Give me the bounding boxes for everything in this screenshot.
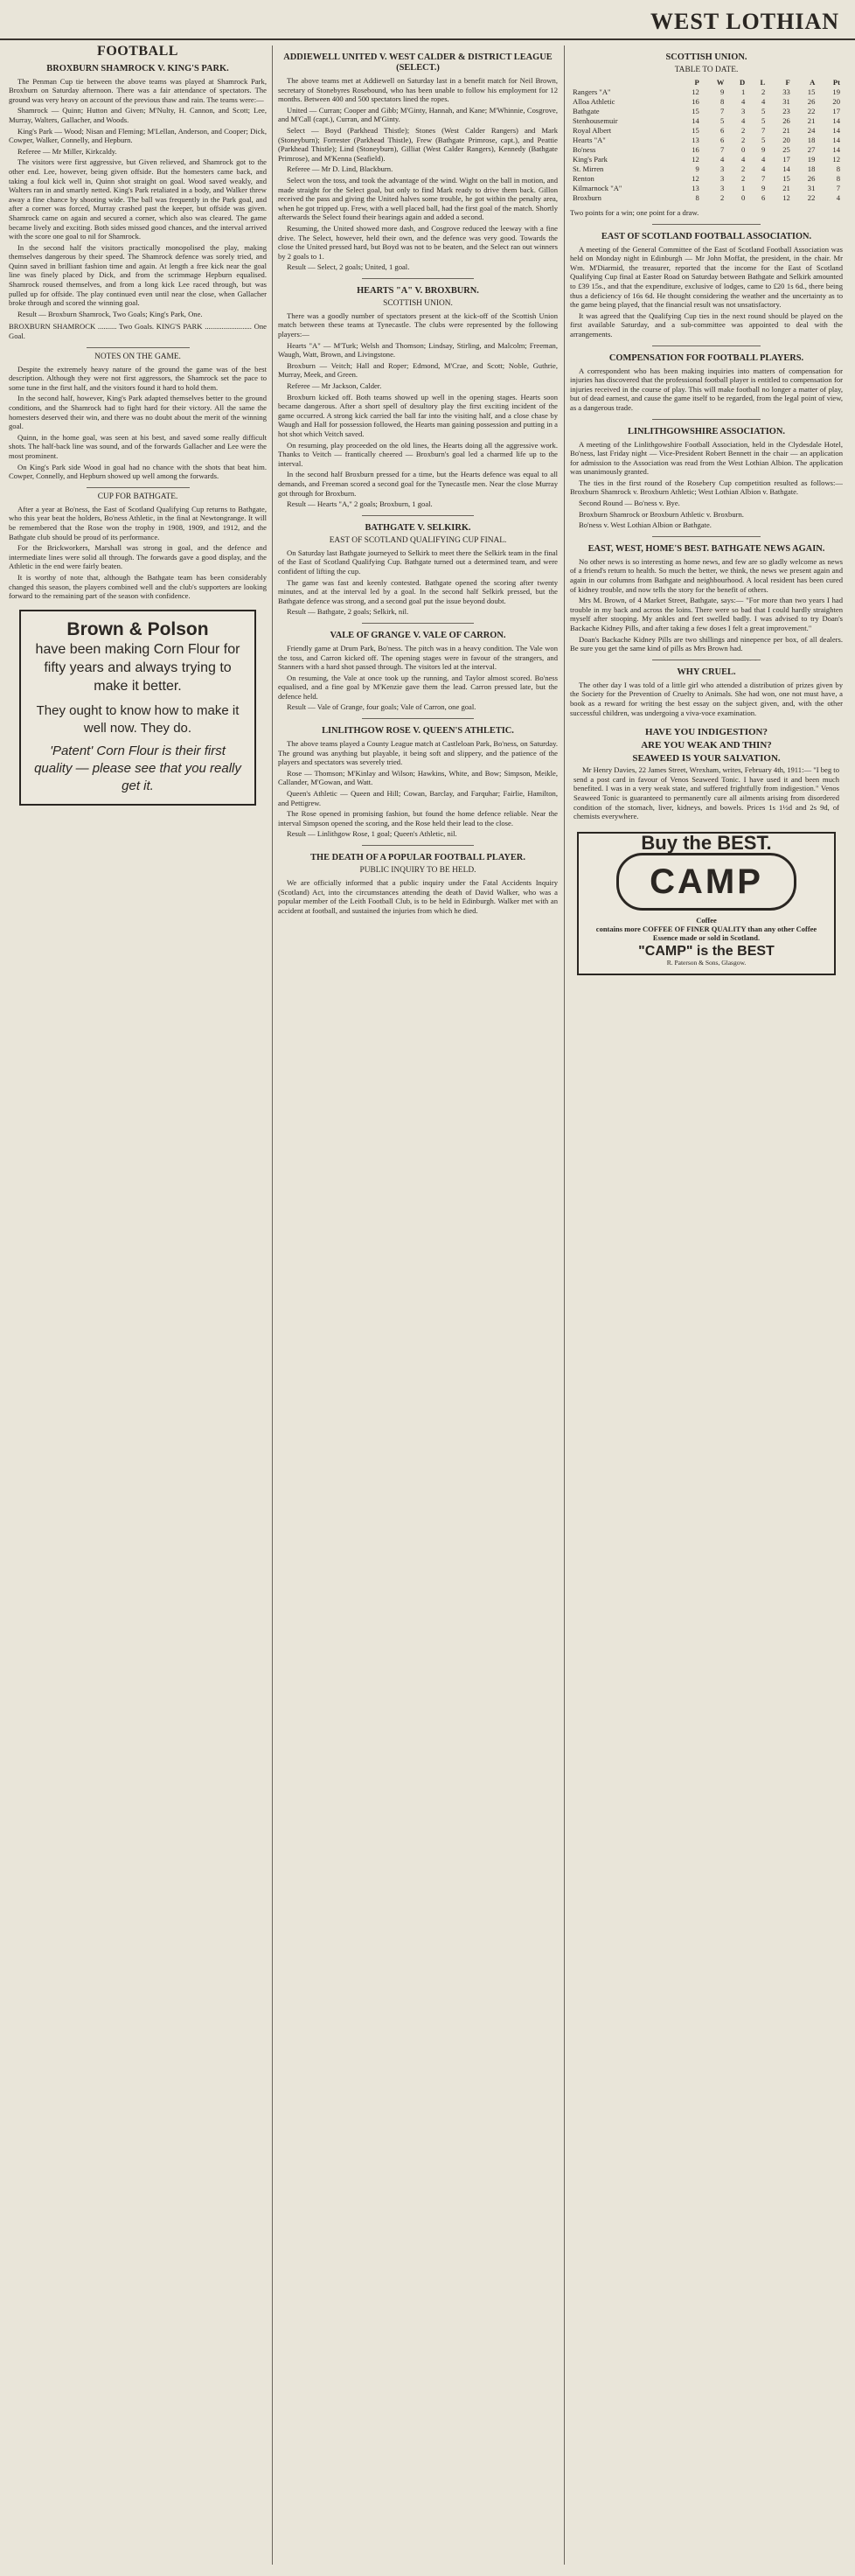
table-cell: 1 — [740, 87, 746, 96]
paragraph: United — Curran; Cooper and Gibb; M'Ginty, Hannah, and Kane; M'Whinnie, Cosgrove, and M'Call (capt.), Curran, and M'Ginty. — [278, 105, 558, 124]
paragraph: Mrs M. Brown, of 4 Market Street, Bathgate, says:— "For more than two years I had trouble in my back and across the loins. There were so bad that I could hardly straighten myself after stooping. My ankles and feet swelled badly. I was advised to try Doan's Backache Kidney Pills, and after taking a few doses I felt a great improvement." — [570, 596, 843, 632]
table-cell: 12 — [832, 155, 840, 164]
table-row — [570, 107, 843, 116]
divider — [652, 536, 761, 537]
table-cell: 3 — [720, 174, 725, 183]
table-cell: 26 — [807, 174, 816, 183]
article-title: BATHGATE V. SELKIRK. — [365, 522, 471, 533]
table-cell: 6 — [720, 136, 725, 144]
paragraph: Hearts "A" — M'Turk; Welsh and Thomson; Lindsay, Stirling, and Malcolm; Freeman, Waugh, Watt, Brown, and Livingstone. — [278, 340, 558, 360]
article-subtitle: PUBLIC INQUIRY TO BE HELD. — [359, 866, 476, 875]
article-title: HEARTS "A" V. BROXBURN. — [357, 285, 479, 296]
table-cell: 2 — [740, 136, 746, 144]
table-cell: 24 — [807, 126, 816, 135]
paragraph: On resuming, the Vale at once took up the running, and Taylor almost scored. Bo'ness equalised, and a fine goal by M'Kenzie gave them the lead. Carron pressed late, but the defence held. — [278, 673, 558, 701]
table-cell: 2 — [740, 174, 746, 183]
table-cell: 4 — [720, 155, 725, 164]
article-title: COMPENSATION FOR FOOTBALL PLAYERS. — [608, 353, 804, 363]
column-header: D — [740, 78, 746, 87]
article-title: EAST OF SCOTLAND FOOTBALL ASSOCIATION. — [601, 231, 812, 241]
table-cell: Alloa Athletic — [573, 97, 615, 106]
table-row — [570, 164, 843, 174]
table-cell: 2 — [740, 126, 746, 135]
table-cell: 9 — [695, 164, 699, 173]
brown-polson-advert — [19, 610, 256, 806]
column-header: P — [694, 78, 699, 87]
paragraph: Result — Bathgate, 2 goals; Selkirk, nil. — [287, 607, 409, 617]
table-cell: 8 — [836, 164, 840, 173]
divider — [362, 623, 474, 624]
article-title: CUP FOR BATHGATE. — [97, 492, 178, 501]
table-cell: King's Park — [573, 155, 608, 164]
table-cell: 21 — [782, 184, 790, 192]
table-cell: 3 — [720, 164, 725, 173]
column-header: A — [810, 78, 816, 87]
table-row — [570, 145, 843, 155]
column-header: L — [760, 78, 766, 87]
table-cell: Kilmarnock "A" — [573, 184, 622, 192]
table-cell: 4 — [761, 97, 766, 106]
table-cell: 7 — [836, 184, 840, 192]
paragraph: The Penman Cup tie between the above teams was played at Shamrock Park, Broxburn on Saturday afternoon. There was a fair attendance of spectators. The ground was very heavy on account of the previous thaw and rain. The teams were:— — [9, 76, 267, 104]
table-cell: 14 — [832, 145, 840, 154]
paragraph: It is worthy of note that, although the Bathgate team has been considerably changed this season, the players combined well and the club's supporters are looking forward to the remaining part of the season with confidence. — [9, 572, 267, 601]
paragraph: Friendly game at Drum Park, Bo'ness. The pitch was in a heavy condition. The Vale won the toss, and Carron kicked off. The opening stages were in favour of the strangers, and Stanners with a hard shot passed through. The visitors led at the interval. — [278, 643, 558, 672]
table-cell: Stenhousemuir — [573, 116, 618, 125]
article-subtitle: TABLE TO DATE. — [674, 66, 739, 74]
table-cell: 14 — [692, 116, 699, 125]
paragraph: Broxburn Shamrock or Broxburn Athletic v. Broxburn. — [579, 509, 744, 519]
article-body — [570, 557, 843, 653]
article-title: ADDIEWELL UNITED V. WEST CALDER & DISTRICT LEAGUE (SELECT.) — [283, 52, 553, 73]
paragraph: Result — Linlithgow Rose, 1 goal; Queen's Athletic, nil. — [287, 829, 457, 839]
paragraph: Broxburn kicked off. Both teams showed up well in the opening stages. Hearts soon became dangerous. After a short spell of desultory play the first exciting incident of the game occurred. A strong kick carried the ball far into the visiting half, and a close chase by Waugh and Hall for possession followed, the Hearts man gaining possession and putting in a hot shot which Veitch saved. — [278, 392, 558, 438]
table-cell: 13 — [692, 136, 699, 144]
table-cell: 15 — [692, 126, 699, 135]
paragraph: Second Round — Bo'ness v. Bye. — [579, 499, 680, 508]
table-cell: 12 — [692, 155, 699, 164]
column-3 — [570, 45, 843, 2565]
article-body — [278, 644, 558, 712]
paragraph: Select — Boyd (Parkhead Thistle); Stones (West Calder Rangers) and Mark (Stoneyburn); Forrester (Parkhead Thistle), Frew (Bathgate Primrose, capt.), and Peattie (Parkhead Thistle); Lind (Stoneyburn), Gilliat (West Calder Rangers), Kennedy (Bathgate Primrose), and M'Kenna (Seafield). — [278, 125, 558, 163]
paragraph: Resuming, the United showed more dash, and Cosgrove reduced the leeway with a fine drive. The Select, however, held their own, and the defence was very good. Towards the close the United pressed hard, but Boyd was not to be beaten, and the Select ran out winners by 2 goals to 1. — [278, 223, 558, 261]
paragraph: The visitors were first aggressive, but Given relieved, and Shamrock got to the other end. Lee, however, being given offside. But the homesters came back, and taking a foul kick well in, Quinn shot straight on goal. Wood saved weakly, and Walters ran in and smartly netted. King's Park retaliated in a body, and Walker threw away a fine chance by shooting wide. The ball was frequently in the Park goal, and after a corner was forced, Murray crashed past the keeper, but offside was given. Shamrock came on again and secured a corner, which also was cleared. The game became lively and exciting. Both sides missed good chances, and the interval arrived with the score one goal to nil for Shamrock. — [9, 157, 267, 241]
table-cell: 14 — [832, 136, 840, 144]
table-cell: 1 — [740, 184, 746, 192]
divider — [362, 845, 474, 846]
article-body — [278, 739, 558, 839]
table-cell: 20 — [782, 136, 790, 144]
article-body — [9, 365, 267, 481]
article-body — [278, 548, 558, 617]
table-cell: 17 — [832, 107, 840, 115]
masthead — [0, 0, 855, 40]
paragraph: We are officially informed that a public inquiry under the Fatal Accidents Inquiry (Scotland) Act, into the circumstances attending the death of David Walker, who was a popular member of the Leith Football Club, is to be held in Edinburgh. Walker met with an accident at football, and sustained the injuries from which he died. — [278, 878, 558, 915]
advert-headline: Buy the BEST. — [641, 831, 772, 854]
table-cell: 21 — [782, 126, 790, 135]
table-cell: 4 — [761, 155, 766, 164]
paragraph: King's Park — Wood; Nisan and Fleming; M'Lellan, Anderson, and Cooper; Dick, Cowper, Walker, Connelly, and Hepburn. — [9, 126, 267, 145]
divider — [362, 718, 474, 719]
table-cell: 8 — [720, 97, 725, 106]
article-title: VALE OF GRANGE V. VALE OF CARRON. — [330, 630, 506, 640]
table-cell: 8 — [695, 193, 699, 202]
advert-brand: Brown & Polson — [66, 618, 209, 639]
table-cell: 17 — [782, 155, 790, 164]
table-cell: 26 — [807, 97, 816, 106]
table-cell: 9 — [720, 87, 725, 96]
paragraph: On King's Park side Wood in goal had no chance with the shots that beat him. Cowper, Connelly, and Hepburn showed up well among the forwards. — [9, 462, 267, 481]
logo-text: CAMP — [650, 862, 763, 902]
table-row — [570, 184, 843, 193]
paragraph: On resuming, play proceeded on the old lines, the Hearts doing all the aggressive work. Thanks to Veitch — frantically cheered — Broxburn's goal led a charmed life up to the interval. — [278, 440, 558, 468]
advert-slogan: "CAMP" is the BEST — [638, 944, 775, 960]
article-body — [570, 367, 843, 413]
table-cell: 4 — [740, 116, 746, 125]
paragraph: Queen's Athletic — Queen and Hill; Cowan, Barclay, and Farquhar; Fairlie, Hamilton, and Pettigrew. — [278, 789, 558, 807]
article-body — [9, 77, 267, 319]
table-row — [570, 136, 843, 145]
table-cell: 18 — [807, 164, 816, 173]
article-title: LINLITHGOW ROSE V. QUEEN'S ATHLETIC. — [322, 726, 514, 736]
paragraph: In the second half Broxburn pressed for a time, but the Hearts defence was equal to all demands, and Freeman scored a second goal for the Tynecastle men. Near the close Murray got through for Broxburn. — [278, 470, 558, 498]
table-cell: 0 — [740, 145, 746, 154]
article-body — [278, 311, 558, 509]
paragraph: There was a goodly number of spectators present at the kick-off of the Scottish Union match between these teams at Tynecastle. The clubs were represented by the following players:— — [278, 311, 558, 339]
table-cell: 5 — [761, 136, 766, 144]
paragraph: Broxburn — Veitch; Hall and Roper; Edmond, M'Crae, and Scott; Noble, Guthrie, Murray, Meek, and Green. — [278, 360, 558, 380]
table-cell: Rangers "A" — [573, 87, 611, 96]
article-body — [570, 681, 843, 717]
table-cell: 18 — [807, 136, 816, 144]
table-cell: 25 — [782, 145, 790, 154]
paragraph: A correspondent who has been making inquiries into matters of compensation for injuries has discovered that the professional football player is entitled to compensation for injuries received in the course of play. This will make football no longer a matter of play, but of dead earnest, and cause the game itself to be regarded, from the legal point of view, as a dangerous trade. — [570, 366, 843, 412]
article-title: THE DEATH OF A POPULAR FOOTBALL PLAYER. — [310, 853, 525, 862]
table-cell: 26 — [782, 116, 790, 125]
table-cell: 12 — [692, 174, 699, 183]
paragraph: Result — Broxburn Shamrock, Two Goals; King's Park, One. — [17, 309, 203, 318]
table-cell: 23 — [782, 107, 790, 115]
table-header-row — [570, 78, 843, 87]
article-body — [278, 76, 558, 272]
paragraph: In the second half the visitors practically monopolised the play, making themselves dangerous by their speed. The Shamrock defence was sorely tried, and Quinn saved in brilliant fashion time and again. At length a free kick near the goal line was finely placed by Dick, and from the scrimmage Hepburn equalised. Shamrock roused themselves, and from a long kick Lee raced through, but was pulled up for offside. The play continued even until near the close, when Gallacher broke through and scored the winning goal. — [9, 242, 267, 308]
paragraph: The ties in the first round of the Rosebery Cup competition resulted as follows:— Broxburn Shamrock v. Broxburn Athletic; West Lothian Albion v. Bathgate. — [570, 478, 843, 497]
paragraph: In the second half, however, King's Park adapted themselves better to the ground conditions, and the Shamrock had to fight hard for their victory. All the same the homesters deserved their win, and there was no doubt about the merit of the winning goal. — [9, 394, 267, 431]
table-cell: 7 — [720, 107, 725, 115]
table-cell: 13 — [692, 184, 699, 192]
article-title: EAST, WEST, HOME'S BEST. BATHGATE NEWS AGAIN. — [587, 543, 825, 554]
paragraph: Referee — Mr Jackson, Calder. — [287, 381, 382, 391]
paragraph: Rose — Thomson; M'Kinlay and Wilson; Hawkins, White, and Bow; Simpson, Meikle, Callander, M'Gowan, and Watt. — [278, 768, 558, 787]
table-cell: 22 — [807, 193, 816, 202]
table-note: Two points for a win; one point for a draw. — [570, 208, 699, 217]
divider — [362, 278, 474, 279]
table-cell: 0 — [740, 193, 746, 202]
table-cell: 4 — [740, 97, 746, 106]
table-cell: 14 — [832, 126, 840, 135]
table-row — [570, 155, 843, 164]
paragraph: Quinn, in the home goal, was seen at his best, and saved some really difficult shots. The half-back line was sound, and of the forwards Gallacher and Lee were the most prominent. — [9, 432, 267, 460]
article-title: NOTES ON THE GAME. — [94, 352, 181, 361]
advert-subline: Coffee — [696, 916, 717, 925]
advert-text: 'Patent' Corn Flour is their first quality — please see that you really get it. — [34, 743, 241, 793]
paragraph: Select won the toss, and took the advantage of the wind. Wight on the ball in motion, and made straight for the Select goal, but only to find Mark ready to drive them back. Gillon received the pass and giving the United halves some trouble, he got within the penalty area, when he got tripped up. Frew, with a well placed ball, had the first goal of the match. Shortly afterwards the Select found their bearings again and added a second. — [278, 175, 558, 222]
article-title: WHY CRUEL. — [677, 667, 736, 677]
table-row — [570, 97, 843, 107]
column-header: F — [785, 78, 790, 87]
table-cell: 5 — [761, 107, 766, 115]
table-cell: 12 — [692, 87, 699, 96]
table-cell: 6 — [720, 126, 725, 135]
table-row — [570, 126, 843, 136]
advert-question: SEAWEED IS YOUR SALVATION. — [632, 753, 781, 764]
table-cell: 4 — [836, 193, 840, 202]
paragraph: A meeting of the General Committee of the East of Scotland Football Association was held on Monday night in Edinburgh — Mr John Moffat, the president, in the chair. Mr Wm. M'Diarmid, the treasurer, reported that the income for the East of Scotland Qualifying Cup final at Easter Road on Saturday between Bathgate and Selkirk amounted to £39 15s., and that the expenditure, exclusive of lodges, came to £20 1s 6d., there being thus a deficiency of 16s 6d. He thought considering the weather and the uncertainty as to the game being played, that the financial result was not unsatisfactory. — [570, 244, 843, 310]
table-cell: 14 — [832, 116, 840, 125]
table-cell: 20 — [832, 97, 840, 106]
divider — [652, 419, 761, 420]
paragraph: The above teams met at Addiewell on Saturday last in a benefit match for Neil Brown, secretary of Stonebyres Rosebound, who has been unable to follow his employment for 12 months. Between 400 and 500 spectators lined the ropes. — [278, 76, 558, 104]
table-cell: 5 — [720, 116, 725, 125]
league-table — [570, 78, 843, 203]
column-header: Pt — [832, 78, 840, 87]
paragraph: Doan's Backache Kidney Pills are two shillings and ninepence per box, of all dealers. Be sure you get the same kind of pills as Mrs Brown had. — [570, 634, 843, 653]
column-rule — [272, 45, 273, 2565]
table-cell: 4 — [761, 164, 766, 173]
table-row — [570, 116, 843, 126]
article-title: LINLITHGOWSHIRE ASSOCIATION. — [628, 426, 785, 436]
article-title: SCOTTISH UNION. — [665, 52, 747, 62]
article-subtitle: SCOTTISH UNION. — [383, 298, 453, 308]
column-1 — [9, 45, 267, 2565]
paragraph: The above teams played a County League match at Castleloan Park, Bo'ness, on Saturday. The ground was anything but playable, it being soft and slippery, and the patience of the players and spectators was severely tried. — [278, 739, 558, 767]
advert-question: ARE YOU WEAK AND THIN? — [641, 740, 772, 751]
paragraph: The other day I was told of a little girl who attended a distribution of prizes given by the Society for the Prevention of Cruelty to Animals. She had won, one not must have, a book as a reward for writing the best essay on the subject given, and, with the other successful children, was undergoing a viva-voce examination. — [570, 680, 843, 717]
divider — [87, 347, 190, 348]
divider — [87, 487, 190, 488]
paragraph: Referee — Mr Miller, Kirkcaldy. — [17, 146, 117, 156]
table-cell: 2 — [740, 164, 746, 173]
paragraph: On Saturday last Bathgate journeyed to Selkirk to meet there the Selkirk team in the final of the East of Scotland Qualifying Cup. Bathgate turned out a determined team, and were confident of lifting the cup. — [278, 548, 558, 576]
table-cell: 31 — [807, 184, 816, 192]
paragraph: After a year at Bo'ness, the East of Scotland Qualifying Cup returns to Bathgate, who this year beat the holders, Bo'ness Athletic, in the final at Newtongrange. It will be remembered that the Rose won the trophy in 1908, 1909, and 1912, and the Bathgate club should be proud of its performance. — [9, 504, 267, 541]
table-cell: 3 — [720, 184, 725, 192]
paragraph: Result — Hearts "A," 2 goals; Broxburn, 1 goal. — [287, 499, 433, 509]
advert-small: contains more COFFEE OF FINER QUALITY than any other Coffee Essence made or sold in Scotland. — [595, 925, 817, 943]
table-cell: 8 — [836, 174, 840, 183]
advert-body: Mr Henry Davies, 22 James Street, Wrexham, writes, February 4th, 1911:— "I beg to send a post card in favour of Venos Seaweed Tonic. I have used it and been much benefited. I was in a very weak state, and suffered frightfully from indigestion." Venos Seaweed Tonic is guaranteed to permanently cure all ailments arising from disordered condition of the stomach, liver, kidneys, and bowels. Prices 1s 1½d and 2s 9d, of chemists everywhere. — [573, 765, 839, 821]
advert-question: HAVE YOU INDIGESTION? — [645, 727, 768, 738]
table-cell: 15 — [692, 107, 699, 115]
paragraph: The Rose opened in promising fashion, but found the home defence reliable. Near the interval Simpson opened the scoring, and the Rose held their lead to the close. — [278, 809, 558, 827]
paragraph: For the Brickworkers, Marshall was strong in goal, and the defence and intermediate lines were solid all through. The forwards gave a good display, and the Athletic in the end were fairly beaten. — [9, 543, 267, 571]
table-row — [570, 193, 843, 203]
article-title: BROXBURN SHAMROCK V. KING'S PARK. — [46, 63, 229, 73]
paragraph: A meeting of the Linlithgowshire Football Association, held in the Clydesdale Hotel, Bo'ness, last Friday night — Vice-President Robert Bennett in the chair — an application for admission to the Association was read from the West Lothian Albion. The application was unanimously granted. — [570, 439, 843, 477]
column-header: W — [716, 78, 725, 87]
table-cell: Hearts "A" — [573, 136, 606, 144]
table-cell: Bo'ness — [573, 145, 596, 154]
table-row — [570, 174, 843, 184]
article-body — [570, 440, 843, 530]
table-cell: 9 — [761, 145, 766, 154]
table-cell: 31 — [782, 97, 790, 106]
table-cell: St. Mirren — [573, 164, 604, 173]
section-heading: FOOTBALL — [97, 45, 178, 59]
table-row — [570, 87, 843, 97]
table-cell: Royal Albert — [573, 126, 612, 135]
table-cell: 2 — [761, 87, 766, 96]
table-cell: 16 — [692, 97, 699, 106]
table-cell: 15 — [782, 174, 790, 183]
paragraph: Bo'ness v. West Lothian Albion or Bathgate. — [579, 520, 712, 530]
paragraph: It was agreed that the Qualifying Cup ties in the next round should be played on the first available Saturday, and a sub-committee was appointed to deal with the arrangements. — [570, 311, 843, 339]
table-cell: 12 — [782, 193, 790, 202]
table-cell: 16 — [692, 145, 699, 154]
table-cell: Bathgate — [573, 107, 600, 115]
advert-text: They ought to know how to make it well now. They do. — [36, 702, 240, 736]
table-cell: 3 — [740, 107, 746, 115]
article-body — [278, 878, 558, 915]
advert-text: have been making Corn Flour for fifty years and always trying to make it better. — [35, 641, 240, 694]
paragraph: Result — Select, 2 goals; United, 1 goal. — [287, 262, 410, 272]
divider — [652, 224, 761, 225]
column-2 — [278, 45, 558, 2565]
venos-advert — [573, 726, 839, 821]
paragraph: Despite the extremely heavy nature of the ground the game was of the best description. Although they were not first aggressors, the Shamrock set the pace to some tune in the first half, and the visitors found it hard to hold them. — [9, 364, 267, 392]
table-cell: 27 — [807, 145, 816, 154]
paragraph: No other news is so interesting as home news, and few are so gladly welcome as news of a friend's return to health. So much the better, we think, the news we present again and again in our columns from Bathgate and neighbourhood. A local resident has been cured of kidney trouble, and now tells the story for the benefit of others. — [570, 556, 843, 594]
table-cell: 7 — [761, 126, 766, 135]
table-cell: Broxburn — [573, 193, 601, 202]
camp-coffee-advert — [577, 832, 836, 975]
table-cell: 4 — [740, 155, 746, 164]
paragraph: The game was fast and keenly contested. Bathgate opened the scoring after twenty minutes, and at the interval led by a goal. In the second half Selkirk pressed, but the Bathgate defence was strong, and a second goal put the issue beyond doubt. — [278, 577, 558, 605]
table-cell: 9 — [761, 184, 766, 192]
column-rule — [564, 45, 565, 2565]
article-body — [570, 245, 843, 339]
result-line: BROXBURN SHAMROCK .......... Two Goals. KING'S PARK ......................... One Goal. — [9, 322, 267, 341]
table-cell: 19 — [832, 87, 840, 96]
column-header — [570, 78, 677, 87]
table-cell: 21 — [807, 116, 816, 125]
table-cell: 6 — [761, 193, 766, 202]
masthead-title: WEST LOTHIAN — [650, 9, 839, 34]
table-cell: 7 — [720, 145, 725, 154]
article-subtitle: EAST OF SCOTLAND QUALIFYING CUP FINAL. — [329, 535, 507, 545]
table-cell: 19 — [807, 155, 816, 164]
table-cell: 22 — [807, 107, 816, 115]
table-cell: 7 — [761, 174, 766, 183]
table-cell: 15 — [807, 87, 816, 96]
article-body — [9, 505, 267, 601]
table-cell: 33 — [782, 87, 790, 96]
divider — [362, 515, 474, 516]
advert-maker: R. Paterson & Sons, Glasgow. — [666, 958, 747, 967]
paragraph: Shamrock — Quinn; Hutton and Given; M'Nulty, H. Cannon, and Scott; Lee, Murray, Walters, Gallacher, and Woods. — [9, 106, 267, 124]
table-cell: Renton — [573, 174, 594, 183]
camp-logo — [616, 853, 796, 911]
paragraph: Referee — Mr D. Lind, Blackburn. — [287, 164, 393, 174]
table-cell: 14 — [782, 164, 790, 173]
table-cell: 5 — [761, 116, 766, 125]
table-cell: 2 — [720, 193, 725, 202]
paragraph: Result — Vale of Grange, four goals; Vale of Carron, one goal. — [287, 702, 476, 712]
